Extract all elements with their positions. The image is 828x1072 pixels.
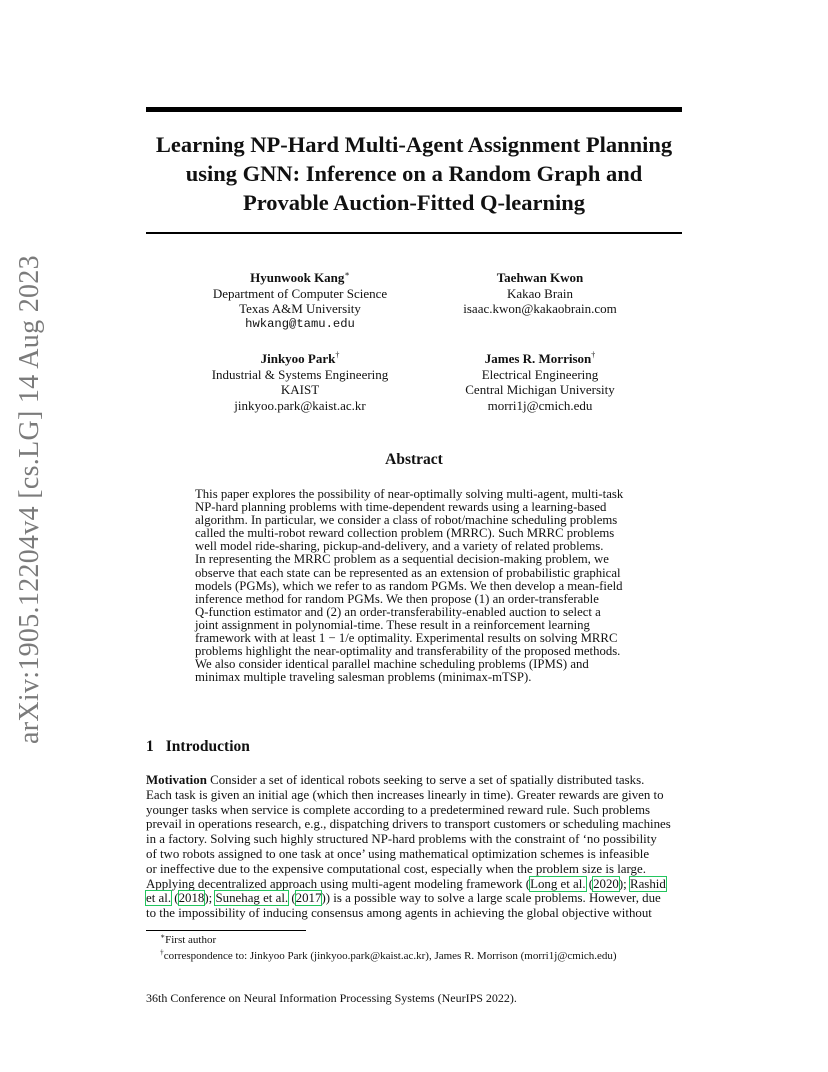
citation-link[interactable]: 2020 bbox=[593, 876, 619, 891]
abstract-line: We also consider identical parallel machine scheduling problems (IPMS) and bbox=[195, 657, 589, 672]
intro-line: to the impossibility of inducing consensus among agents in achieving the global objective without bbox=[146, 906, 652, 921]
author-affiliation: Department of Computer Science bbox=[212, 285, 388, 301]
author-name: Hyunwook Kang∗ bbox=[250, 269, 350, 285]
title-line: Provable Auction-Fitted Q-learning bbox=[242, 190, 586, 215]
section-heading bbox=[146, 738, 250, 756]
author-affiliation: Texas A&M University bbox=[239, 301, 361, 316]
intro-line: younger tasks when service is complete according to a predetermined reward rule. Such problems bbox=[146, 802, 650, 817]
intro-line: prevail in operations research, e.g., dispatching drivers to transport customers or scheduling machines bbox=[146, 817, 671, 832]
citation-link[interactable]: Long et al. bbox=[530, 876, 586, 891]
author-name: Taehwan Kwon bbox=[496, 270, 584, 285]
author-affiliation: Central Michigan University bbox=[465, 382, 615, 397]
author-block bbox=[410, 351, 670, 413]
abstract-text bbox=[195, 488, 635, 684]
author-email[interactable]: morri1j@cmich.edu bbox=[487, 397, 593, 413]
author-block bbox=[170, 270, 430, 332]
title-line: using GNN: Inference on a Random Graph and bbox=[185, 161, 643, 186]
title-top-rule bbox=[146, 107, 682, 112]
abstract-line: joint assignment in polynomial-time. These result in a reinforcement learning bbox=[195, 617, 590, 632]
abstract-line: observe that each state can be represented as an extension of probabilistic graphical bbox=[195, 565, 621, 580]
author-email[interactable]: isaac.kwon@kakaobrain.com bbox=[463, 301, 617, 316]
citation-link[interactable]: Rashid bbox=[629, 876, 666, 891]
author-name: James R. Morrison† bbox=[484, 350, 596, 366]
paper-title bbox=[146, 130, 682, 217]
abstract-line: algorithm. In particular, we consider a class of robot/machine scheduling problems bbox=[195, 513, 618, 528]
intro-line: Each task is given an initial age (which then increases linearly in time). Greater rewards are given to bbox=[146, 787, 664, 802]
abstract-line: minimax multiple traveling salesman problems (minimax-mTSP). bbox=[195, 670, 532, 685]
abstract-line: NP-hard planning problems with time-dependent rewards using a learning-based bbox=[195, 500, 607, 515]
title-bottom-rule bbox=[146, 232, 682, 234]
author-name: Jinkyoo Park† bbox=[260, 350, 340, 366]
citation-link[interactable]: 2017 bbox=[295, 891, 322, 906]
title-line: Learning NP-Hard Multi-Agent Assignment Planning bbox=[155, 132, 673, 157]
arxiv-identifier: arXiv:1905.12204v4 [cs.LG] 14 Aug 2023 bbox=[14, 255, 45, 744]
intro-paragraph bbox=[146, 773, 682, 921]
abstract-line: inference method for random PGMs. We then propose (1) an order-transferable bbox=[195, 591, 599, 606]
abstract-line: In representing the MRRC problem as a sequential decision-making problem, we bbox=[195, 552, 609, 567]
author-affiliation: Electrical Engineering bbox=[481, 366, 599, 382]
intro-line: in a factory. Solving such highly structured NP-hard problems with the constraint of ‘no possibility bbox=[146, 832, 657, 847]
author-email[interactable]: hwkang@tamu.edu bbox=[245, 316, 355, 331]
intro-line: Motivation Consider a set of identical robots seeking to serve a set of spatially distributed tasks. bbox=[146, 773, 645, 787]
abstract-line: well model ride-sharing, pickup-and-delivery, and a variety of related problems. bbox=[195, 539, 604, 554]
abstract-line: framework with at least 1 − 1/e optimality. Experimental results on solving MRRC bbox=[195, 631, 618, 646]
citation-link[interactable]: et al. bbox=[146, 891, 172, 906]
paragraph-lead: Motivation bbox=[146, 773, 207, 787]
author-affiliation: KAIST bbox=[280, 382, 320, 397]
footnote-rule bbox=[146, 930, 306, 931]
author-affiliation: Industrial & Systems Engineering bbox=[211, 366, 389, 382]
citation-link[interactable]: Sunehag et al. bbox=[215, 891, 289, 906]
author-block bbox=[170, 351, 430, 413]
author-affiliation: Kakao Brain bbox=[506, 285, 574, 301]
section-title-text: Introduction bbox=[165, 738, 250, 755]
abstract-heading: Abstract bbox=[385, 451, 443, 468]
author-block bbox=[410, 270, 670, 317]
section-number: 1 bbox=[146, 738, 154, 755]
abstract-line: This paper explores the possibility of near-optimally solving multi-agent, multi-task bbox=[195, 487, 624, 501]
intro-line: or ineffective due to the expensive computational cost, especially when the problem size is large. bbox=[146, 861, 646, 876]
footnote: ∗First author bbox=[160, 931, 217, 946]
abstract-line: Q-function estimator and (2) an order-transferability-enabled auction to select a bbox=[195, 604, 601, 619]
citation-link[interactable]: 2018 bbox=[178, 891, 205, 906]
intro-line: Applying decentralized approach using multi-agent modeling framework (Long et al. (2020); Rashid bbox=[146, 876, 666, 891]
abstract-line: models (PGMs), which we refer to as random PGMs. We then develop a mean-field bbox=[195, 578, 623, 593]
intro-line: et al. (2018); Sunehag et al. (2017)) is a possible way to solve a large scale problems. However, due bbox=[146, 891, 661, 906]
abstract-line: called the multi-robot reward collection problem (MRRC). Such MRRC problems bbox=[195, 526, 615, 541]
intro-line: of two robots assigned to one task at once’ using mathematical optimization schemes is infeasible bbox=[146, 846, 650, 861]
abstract-line: problems highlight the near-optimality and transferability of the proposed methods. bbox=[195, 644, 621, 659]
author-email[interactable]: jinkyoo.park@kaist.ac.kr bbox=[234, 397, 366, 413]
footnote: †correspondence to: Jinkyoo Park (jinkyoo.park@kaist.ac.kr), James R. Morrison (morri1j@cmich.edu) bbox=[160, 947, 617, 962]
venue-line: 36th Conference on Neural Information Processing Systems (NeurIPS 2022). bbox=[146, 991, 517, 1005]
